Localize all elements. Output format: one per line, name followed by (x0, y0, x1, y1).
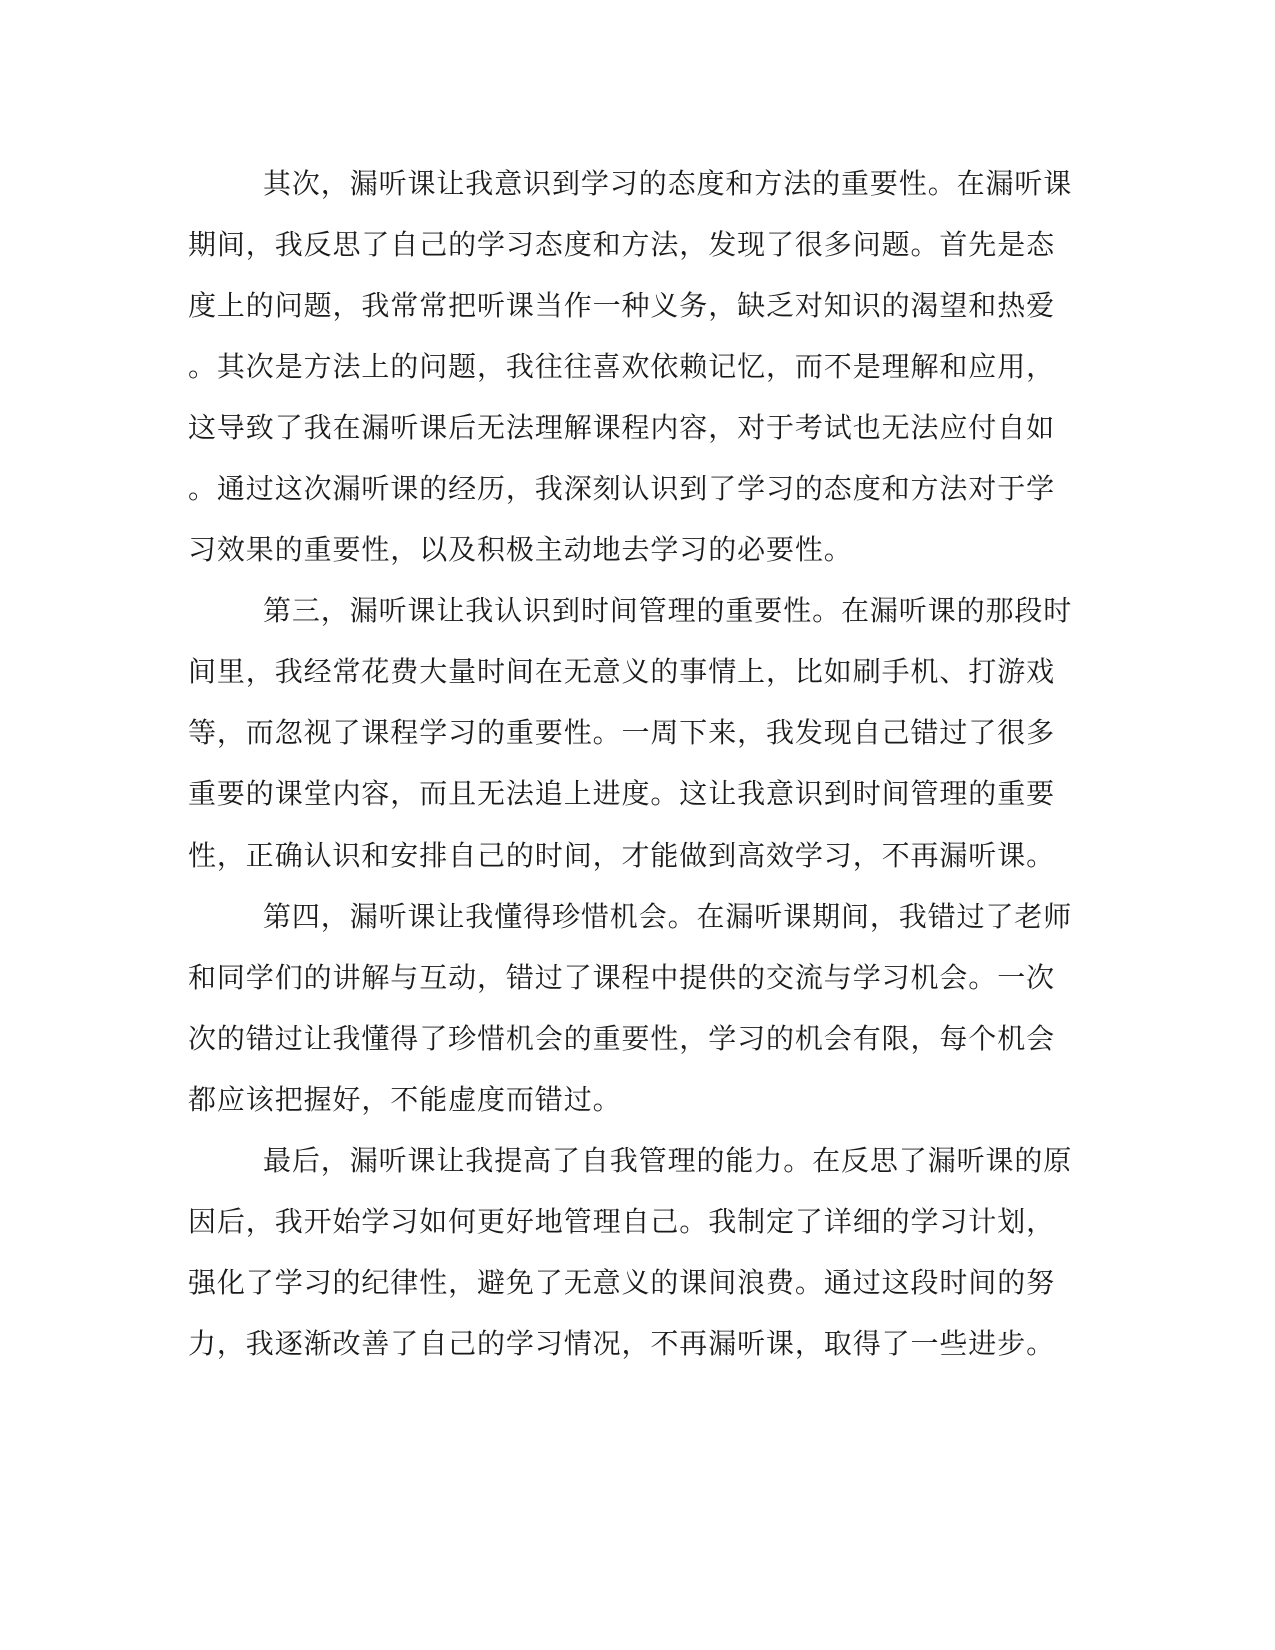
paragraph-2-line-3: 等，而忽视了课程学习的重要性。一周下来，我发现自己错过了很多 (188, 716, 1056, 750)
paragraph-1-line-7: 习效果的重要性，以及积极主动地去学习的必要性。 (188, 533, 853, 567)
paragraph-4-line-1: 最后，漏听课让我提高了自我管理的能力。在反思了漏听课的原 (263, 1143, 1073, 1177)
paragraph-2-line-5: 性，正确认识和安排自己的时间，才能做到高效学习，不再漏听课。 (188, 838, 1056, 872)
paragraph-3-line-1: 第四，漏听课让我懂得珍惜机会。在漏听课期间，我错过了老师 (263, 899, 1073, 933)
paragraph-2-line-4: 重要的课堂内容，而且无法追上进度。这让我意识到时间管理的重要 (188, 777, 1056, 811)
paragraph-3-line-2: 和同学们的讲解与互动，错过了课程中提供的交流与学习机会。一次 (188, 960, 1056, 994)
paragraph-1-line-3: 度上的问题，我常常把听课当作一种义务，缺乏对知识的渴望和热爱 (188, 289, 1056, 323)
paragraph-1-line-5: 这导致了我在漏听课后无法理解课程内容，对于考试也无法应付自如 (188, 411, 1056, 445)
paragraph-3-line-4: 都应该把握好，不能虚度而错过。 (188, 1082, 622, 1116)
paragraph-3-line-3: 次的错过让我懂得了珍惜机会的重要性，学习的机会有限，每个机会 (188, 1021, 1056, 1055)
paragraph-1-line-4: 。其次是方法上的问题，我往往喜欢依赖记忆，而不是理解和应用， (188, 350, 1056, 384)
paragraph-1-line-1: 其次，漏听课让我意识到学习的态度和方法的重要性。在漏听课 (263, 167, 1073, 200)
paragraph-1-line-6: 。通过这次漏听课的经历，我深刻认识到了学习的态度和方法对于学 (188, 472, 1056, 506)
paragraph-1-line-2: 期间，我反思了自己的学习态度和方法，发现了很多问题。首先是态 (188, 228, 1056, 262)
paragraph-4-line-2: 因后，我开始学习如何更好地管理自己。我制定了详细的学习计划， (188, 1204, 1056, 1238)
document-body (188, 164, 1073, 1385)
paragraph-2-line-2: 间里，我经常花费大量时间在无意义的事情上，比如刷手机、打游戏 (188, 655, 1056, 689)
paragraph-4-line-4: 力，我逐渐改善了自己的学习情况，不再漏听课，取得了一些进步。 (188, 1326, 1056, 1360)
paragraph-4-line-3: 强化了学习的纪律性，避免了无意义的课间浪费。通过这段时间的努 (188, 1265, 1056, 1299)
paragraph-2-line-1: 第三，漏听课让我认识到时间管理的重要性。在漏听课的那段时 (263, 594, 1073, 628)
